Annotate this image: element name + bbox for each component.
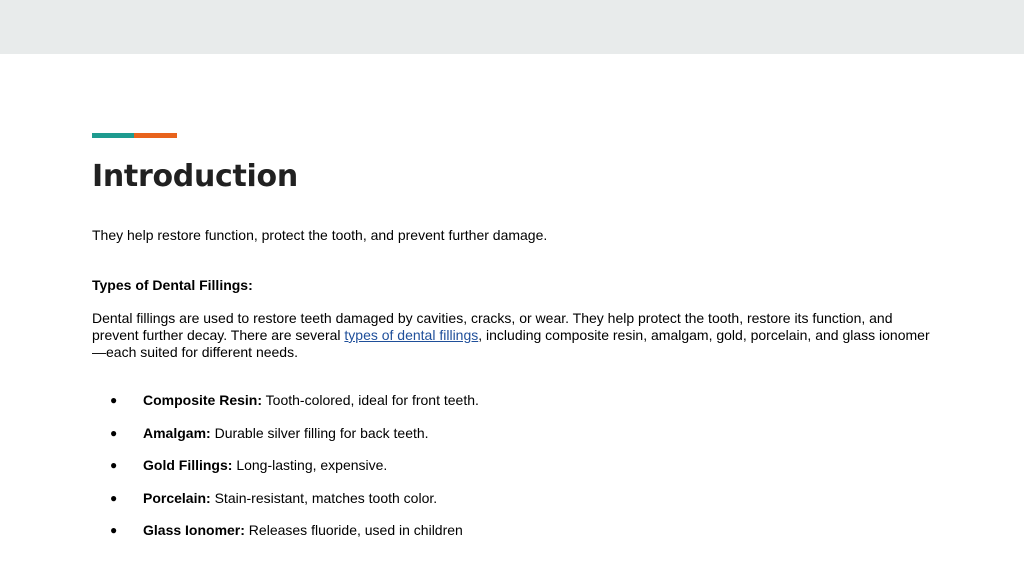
list-item-text: Durable silver filling for back teeth. — [210, 424, 429, 441]
list-item-label: Amalgam: — [143, 424, 211, 441]
intro-text: They help restore function, protect the tooth, and prevent further damage. — [92, 227, 548, 243]
bullet-icon: ● — [110, 458, 118, 473]
accent-teal-segment — [92, 133, 134, 138]
description-paragraph — [92, 310, 932, 361]
list-item-text: Tooth-colored, ideal for front teeth. — [262, 392, 479, 408]
list-item-text: Stain-resistant, matches tooth color. — [210, 489, 438, 506]
list-item-gold-fillings — [92, 457, 892, 474]
paragraph-text-start: Dental fillings are used to restore teeth damaged by cavities, cracks, or wear. They help protect the tooth, restore its function, and prevent further decay. There are several — [92, 310, 893, 343]
top-band — [0, 0, 1024, 54]
bullet-icon: ● — [110, 523, 118, 538]
list-item-glass-ionomer — [92, 522, 892, 539]
accent-orange-segment — [134, 133, 177, 138]
bullet-icon: ● — [110, 425, 118, 440]
list-item-porcelain — [92, 490, 892, 507]
list-item-label: Composite Resin: — [143, 392, 263, 408]
title-accent-bar — [92, 133, 177, 138]
bullet-icon: ● — [110, 490, 118, 505]
section-heading: Types of Dental Fillings: — [92, 277, 253, 293]
list-item-text: Releases fluoride, used in children — [244, 522, 463, 539]
list-item-composite-resin — [92, 392, 892, 409]
types-of-fillings-link[interactable]: types of dental fillings — [344, 327, 479, 343]
paragraph-text-end: , including composite resin, amalgam, gold, porcelain, and glass ionomer—each suited for different needs. — [92, 327, 930, 360]
list-item-label: Glass Ionomer: — [143, 522, 245, 539]
list-item-label: Gold Fillings: — [143, 457, 233, 474]
filling-types-list — [92, 392, 892, 555]
bullet-icon: ● — [110, 393, 118, 407]
list-item-label: Porcelain: — [143, 489, 211, 506]
list-item-amalgam — [92, 425, 892, 442]
list-item-text: Long-lasting, expensive. — [232, 457, 388, 474]
slide-title: Introduction — [92, 159, 298, 194]
